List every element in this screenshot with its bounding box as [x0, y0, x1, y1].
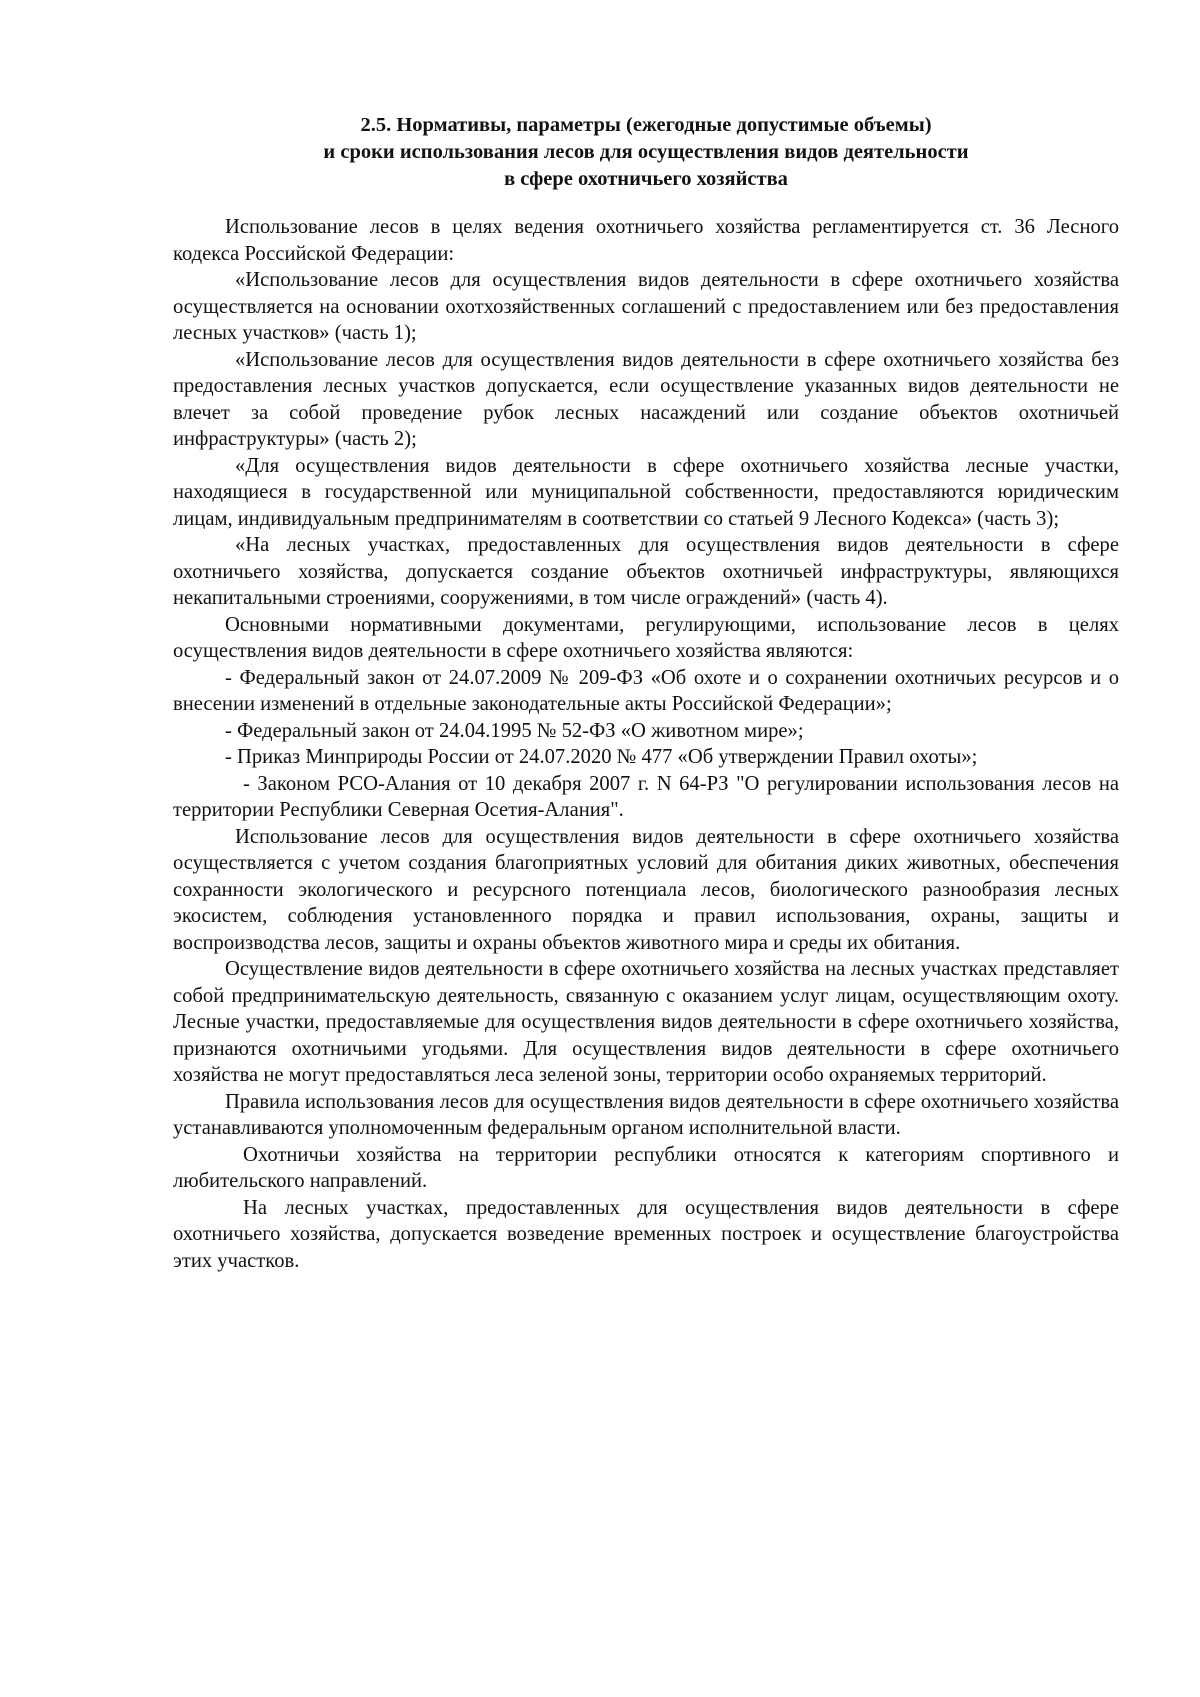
list-item-federal-law-209: - Федеральный закон от 24.07.2009 № 209-ФЗ «Об охоте и о сохранении охотничьих ресурсов и о внесении изменений в отдельные законодательные акты Российской Федерации»;	[173, 666, 1119, 715]
paragraph-quote-part-4: «На лесных участках, предоставленных для осуществления видов деятельности в сфере охотничьего хозяйства, допускается создание объектов охотничьей инфраструктуры, являющихся некапитальными строениями, сооружениями, в том числе ограждений» (часть 4).	[173, 534, 1119, 609]
heading-line-1: 2.5. Нормативы, параметры (ежегодные допустимые объемы)	[360, 114, 932, 136]
paragraph-temporary-buildings: На лесных участках, предоставленных для осуществления видов деятельности в сфере охотничьего хозяйства, допускается возведение временных построек и осуществление благоустройства этих участков.	[173, 1196, 1119, 1272]
document-page	[173, 112, 1119, 1274]
paragraph-categories: Охотничьи хозяйства на территории республики относятся к категориям спортивного и любительского направлений.	[173, 1143, 1119, 1192]
paragraph-quote-part-3: «Для осуществления видов деятельности в сфере охотничьего хозяйства лесные участки, находящиеся в государственной или муниципальной собственности, предоставляются юридическим лицам, индивидуальным предпринимателям в соответствии со статьей 9 Лесного Кодекса» (часть 3);	[173, 454, 1119, 530]
paragraph-conditions: Использование лесов для осуществления видов деятельности в сфере охотничьего хозяйства осуществляется с учетом создания благоприятных условий для обитания диких животных, обеспечения сохранности экологического и ресурсного потенциала лесов, биологического разнообразия лесных экосистем, соблюдения установленного порядка и правил использования, охраны, защиты и воспроизводства лесов, защиты и охраны объектов животного мира и среды их обитания.	[173, 825, 1119, 954]
list-item-order-477: - Приказ Минприроды России от 24.07.2020 № 477 «Об утверждении Правил охоты»;	[225, 746, 978, 768]
list-item-federal-law-52: - Федеральный закон от 24.04.1995 № 52-ФЗ «О животном мире»;	[225, 719, 804, 742]
list-item-rso-alania-law: - Законом РСО-Алания от 10 декабря 2007 г. N 64-РЗ "О регулировании использования лесов на территории Республики Северная Осетия-Алания".	[173, 772, 1119, 821]
heading-line-3: в сфере охотничьего хозяйства	[504, 168, 788, 190]
paragraph-entrepreneurship: Осуществление видов деятельности в сфере охотничьего хозяйства на лесных участках представляет собой предпринимательскую деятельность, связанную с оказанием услуг лицам, осуществляющим охоту. Лесные участки, предоставляемые для осуществления видов деятельности в сфере охотничьего хозяйства, признаются охотничьими угодьями. Для осуществления видов деятельности в сфере охотничьего хозяйства не могут предоставляться леса зеленой зоны, территории особо охраняемых территорий.	[173, 958, 1119, 1086]
heading-line-2: и сроки использования лесов для осуществления видов деятельности	[323, 141, 969, 163]
paragraph-regulatory-docs: Основными нормативными документами, регулирующими, использование лесов в целях осуществления видов деятельности в сфере охотничьего хозяйства являются:	[173, 613, 1119, 662]
paragraph-intro: Использование лесов в целях ведения охотничьего хозяйства регламентируется ст. 36 Лесного кодекса Российской Федерации:	[173, 216, 1119, 265]
paragraph-quote-part-1: «Использование лесов для осуществления видов деятельности в сфере охотничьего хозяйства осуществляется на основании охотхозяйственных соглашений с предоставлением или без предоставления лесных участков» (часть 1);	[173, 269, 1119, 344]
paragraph-quote-part-2: «Использование лесов для осуществления видов деятельности в сфере охотничьего хозяйства без предоставления лесных участков допускается, если осуществление указанных видов деятельности не влечет за собой проведение рубок лесных насаждений или создание объектов охотничьей инфраструктуры» (часть 2);	[173, 348, 1119, 450]
paragraph-rules: Правила использования лесов для осуществления видов деятельности в сфере охотничьего хозяйства устанавливаются уполномоченным федеральным органом исполнительной власти.	[173, 1090, 1119, 1139]
section-heading	[173, 112, 1119, 193]
